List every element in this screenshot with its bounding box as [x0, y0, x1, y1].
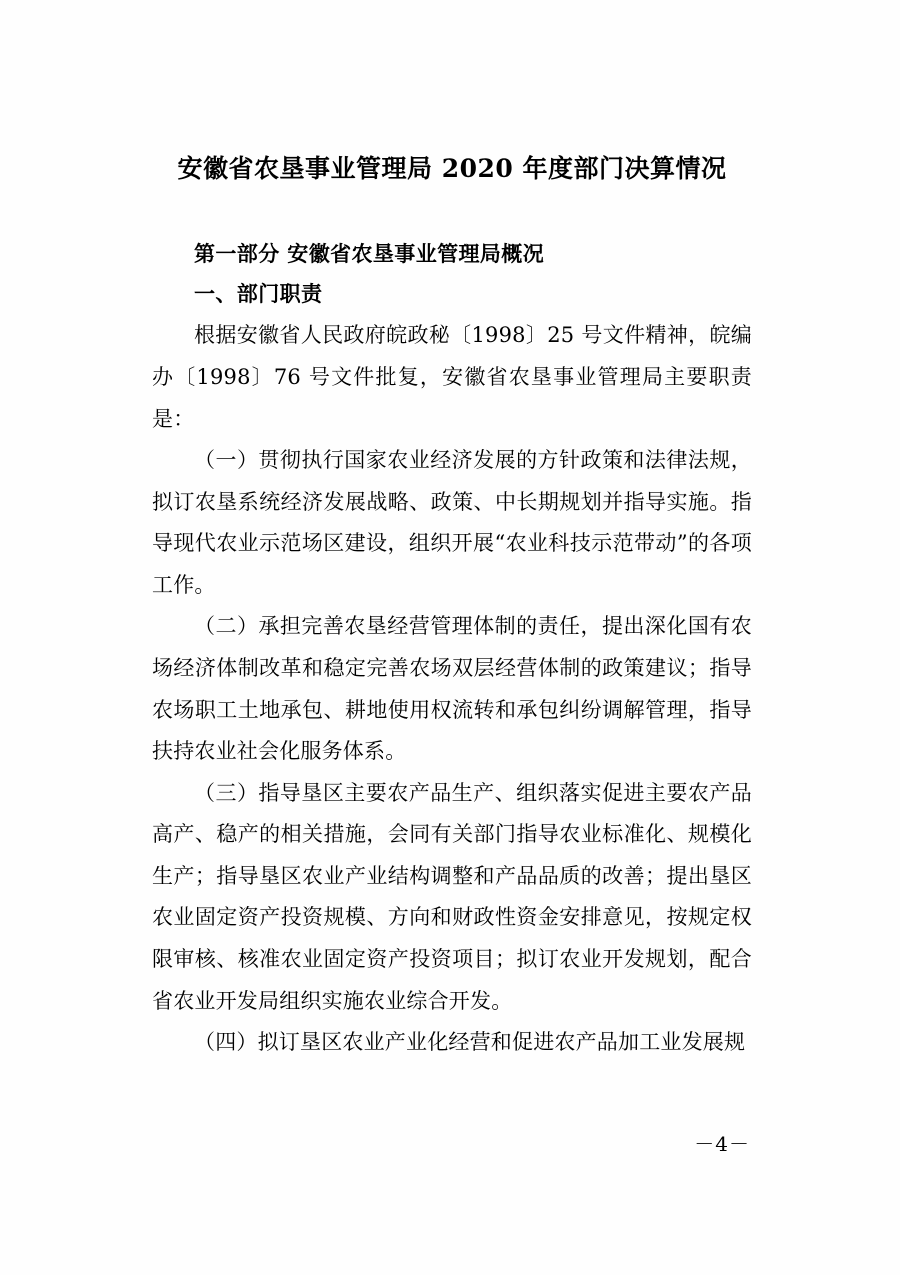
page-number: －4－ — [694, 1132, 750, 1156]
subsection-heading: 一、部门职责 — [194, 281, 323, 307]
paragraph-3: （二）承担完善农垦经营管理体制的责任，提出深化国有农场经济体制改革和稳定完善农场双层经营体制的政策建议；指导农场职工土地承包、耕地使用权流转和承包纠纷调解管理，指导扶持农业社会化服务体系。 — [152, 614, 752, 764]
paragraph-5: （四）拟订垦区农业产业化经营和促进农产品加工业发展规 — [194, 1030, 746, 1055]
paragraph-4: （三）指导垦区主要农产品生产、组织落实促进主要农产品高产、稳产的相关措施，会同有关部门指导农业标准化、规模化生产；指导垦区农业产业结构调整和产品品质的改善；提出垦区农业固定资产投资规模、方向和财政性资金安排意见，按规定权限审核、核准农业固定资产投资项目；拟订农业开发规划，配合省农业开发局组织实施农业综合开发。 — [152, 780, 752, 1013]
page-title: 安徽省农垦事业管理局 2020 年度部门决算情况 — [177, 154, 727, 183]
section-heading: 第一部分 安徽省农垦事业管理局概况 — [194, 240, 545, 266]
paragraph-2: （一）贯彻执行国家农业经济发展的方针政策和法律法规，拟订农垦系统经济发展战略、政策、中长期规划并指导实施。指导现代农业示范场区建设，组织开展“农业科技示范带动”的各项工作。 — [152, 448, 752, 597]
paragraph-1: 根据安徽省人民政府皖政秘〔1998〕25 号文件精神，皖编办〔1998〕76 号文件批复，安徽省农垦事业管理局主要职责是： — [152, 323, 752, 431]
document-body — [152, 150, 752, 1064]
